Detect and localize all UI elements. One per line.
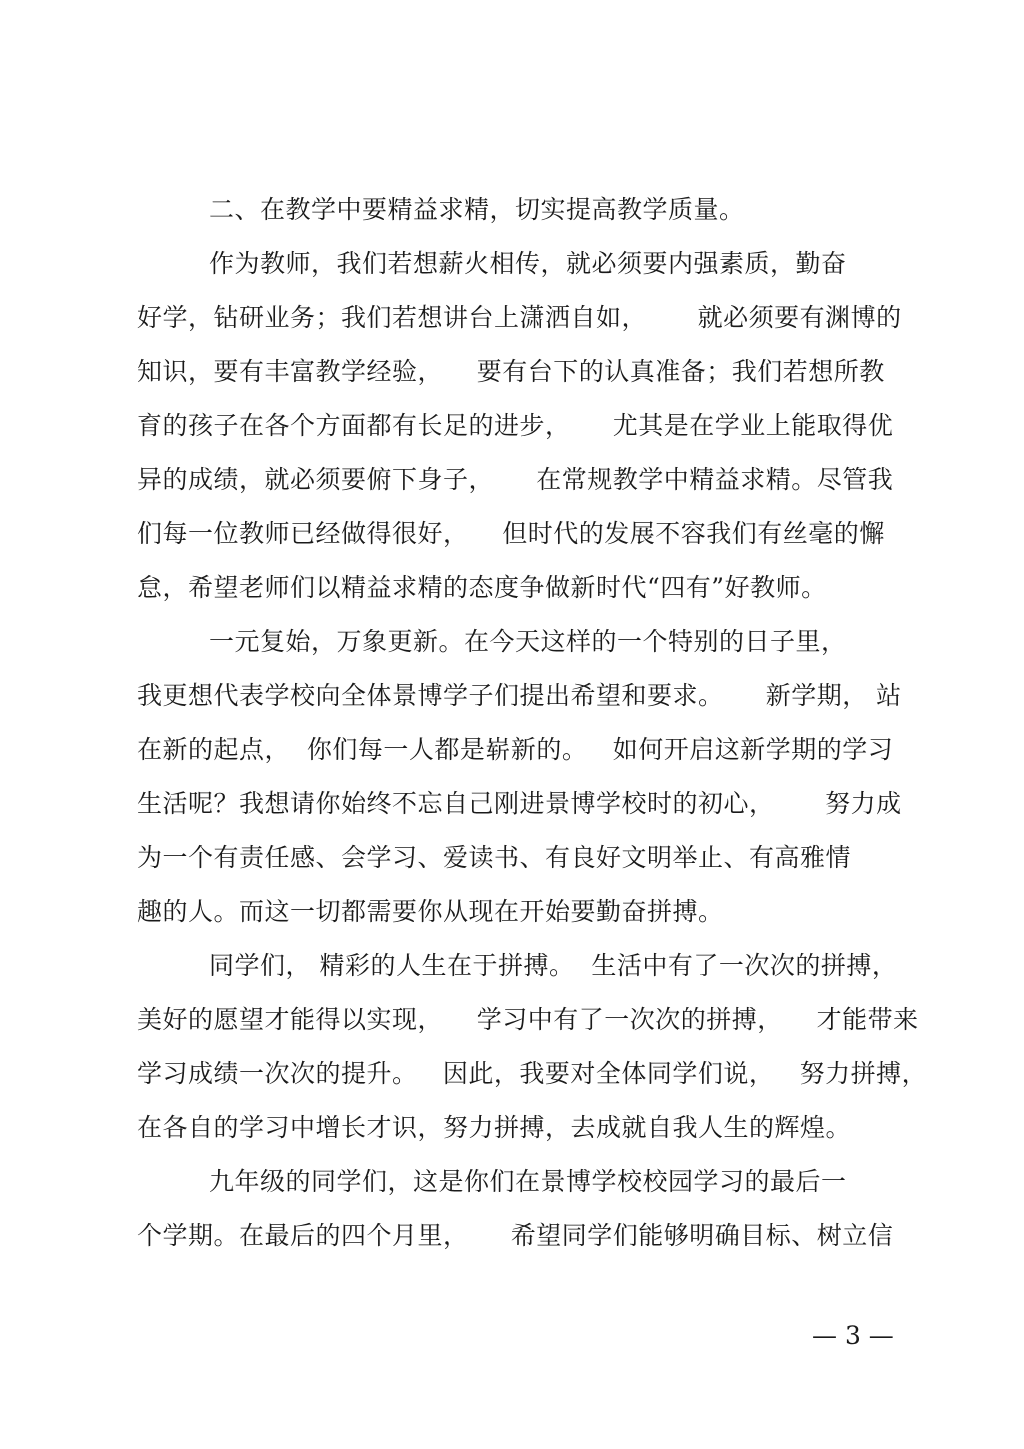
text-line: 怠，希望老师们以精益求精的态度争做新时代“四有”好教师。 xyxy=(137,573,827,602)
page-number: — 3 — xyxy=(812,1321,894,1350)
text-line: 育的孩子在各个方面都有长足的进步， 尤其是在学业上能取得优 xyxy=(137,411,894,440)
text-line: 学习成绩一次次的提升。 因此，我要对全体同学们说， 努力拼搏， xyxy=(137,1059,928,1088)
text-line: 美好的愿望才能得以实现， 学习中有了一次次的拼搏， 才能带来 xyxy=(137,1005,919,1034)
text-line: 异的成绩，就必须要俯下身子， 在常规教学中精益求精。尽管我 xyxy=(137,465,894,494)
text-line: 一元复始，万象更新。在今天这样的一个特别的日子里， xyxy=(209,627,847,656)
text-line: 九年级的同学们，这是你们在景博学校校园学习的最后一 xyxy=(209,1167,847,1196)
text-line: 好学，钻研业务；我们若想讲台上潇洒自如， 就必须要有渊博的 xyxy=(137,303,902,332)
text-line: 生活呢？我想请你始终不忘自己刚进景博学校时的初心， 努力成 xyxy=(137,789,902,818)
text-line: 作为教师，我们若想薪火相传，就必须要内强素质，勤奋 xyxy=(209,249,847,278)
text-line: 们每一位教师已经做得很好， 但时代的发展不容我们有丝毫的懈 xyxy=(137,519,885,548)
text-line: 在各自的学习中增长才识，努力拼搏，去成就自我人生的辉煌。 xyxy=(137,1113,852,1142)
text-line: 趣的人。而这一切都需要你从现在开始要勤奋拼搏。 xyxy=(137,897,724,926)
text-line: 在新的起点， 你们每一人都是崭新的。 如何开启这新学期的学习 xyxy=(137,735,894,764)
text-line: 同学们， 精彩的人生在于拼搏。 生活中有了一次次的拼搏， xyxy=(209,951,898,980)
text-line: 为一个有责任感、会学习、爱读书、有良好文明举止、有高雅情 xyxy=(137,843,852,872)
text-line: 我更想代表学校向全体景博学子们提出希望和要求。 新学期， 站 xyxy=(137,681,902,710)
text-line: 知识，要有丰富教学经验， 要有台下的认真准备；我们若想所教 xyxy=(137,357,885,386)
text-line: 二、在教学中要精益求精，切实提高教学质量。 xyxy=(209,195,745,224)
text-line: 个学期。在最后的四个月里， 希望同学们能够明确目标、树立信 xyxy=(137,1221,894,1250)
